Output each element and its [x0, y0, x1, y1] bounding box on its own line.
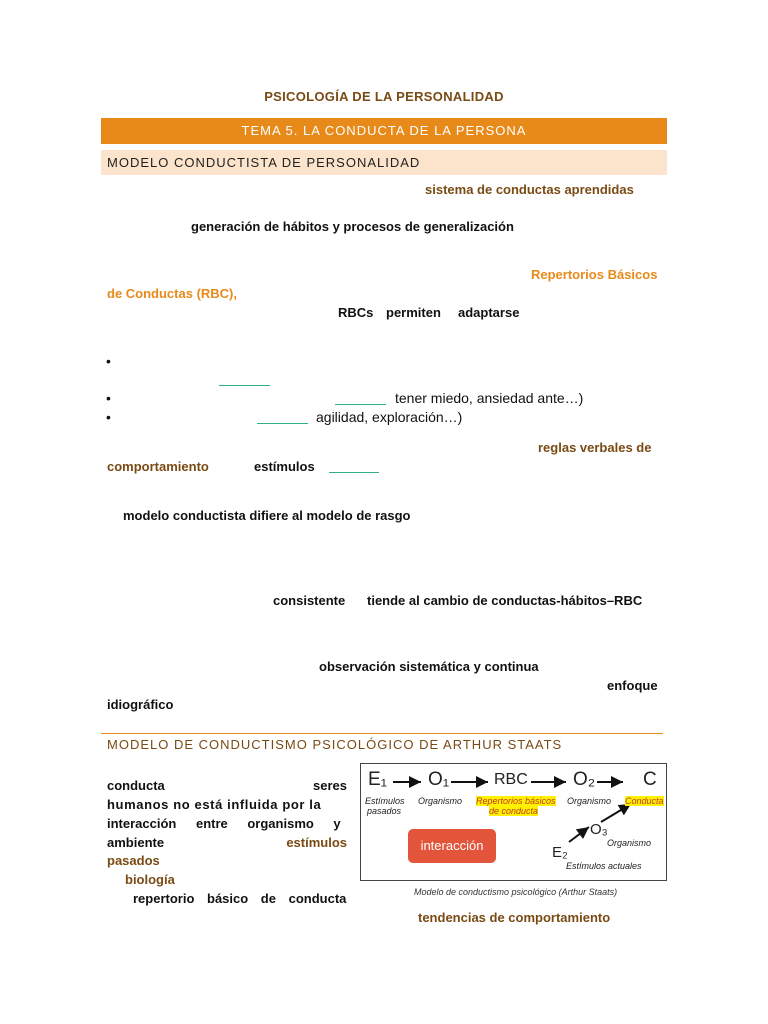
section-heading-staats: MODELO DE CONDUCTISMO PSICOLÓGICO DE ARTHUR STAATS — [107, 737, 563, 752]
caption-estimulos-actuales: Estímulos actuales — [566, 861, 642, 871]
bullet-marker: • — [106, 409, 111, 425]
term-pasados: pasados — [107, 853, 160, 868]
caption-estimulos: Estímulos — [365, 796, 405, 806]
symbol-rbc: RBC — [494, 771, 528, 788]
term-biologia: biología — [125, 872, 175, 887]
bullet-3-text: agilidad, exploración…) — [316, 409, 463, 425]
term-repertorios-basicos: Repertorios Básicos — [531, 267, 658, 282]
term-enfoque: enfoque — [607, 678, 658, 693]
term-estimulos: estímulos — [254, 459, 315, 474]
document-title: PSICOLOGÍA DE LA PERSONALIDAD — [264, 89, 504, 104]
term-observacion: observación sistemática y continua — [319, 659, 539, 674]
symbol-o1: O₁ — [428, 769, 450, 790]
caption-organismo: Organismo — [418, 796, 463, 806]
symbol-e2: E₂ — [552, 844, 568, 861]
term-seres: seres — [313, 778, 347, 793]
term-comportamiento: comportamiento — [107, 459, 209, 474]
term-reglas-verbales: reglas verbales de — [538, 440, 652, 455]
term-permiten: permiten — [386, 305, 441, 320]
paragraph-line-2: humanos no está influida por la — [107, 797, 322, 812]
paragraph-line-3: interacción entre organismo y — [107, 816, 341, 831]
caption-repertorios: Repertorios básicos — [476, 796, 556, 806]
paragraph-line-4 — [107, 835, 347, 850]
blank-line — [257, 423, 308, 424]
term-repertorio-basico: repertorio básico de conducta — [133, 891, 347, 906]
term-rbc-definition: de Conductas (RBC), — [107, 286, 237, 301]
caption-de-conducta: de conducta — [489, 806, 539, 816]
term-adaptarse: adaptarse — [458, 305, 520, 320]
term-conducta: conducta — [107, 778, 165, 793]
term-estimulos-pasados: estímulos — [286, 835, 347, 850]
bullet-marker: • — [106, 353, 111, 369]
bullet-2-text: tener miedo, ansiedad ante…) — [395, 390, 584, 406]
interaccion-box: interacción — [408, 829, 496, 863]
symbol-o3: O₃ — [590, 821, 608, 838]
caption-conducta: Conducta — [625, 796, 664, 806]
term-tiende-cambio: tiende al cambio de conductas-hábitos–RBC — [367, 593, 643, 608]
section-heading-modelo-conductista: MODELO CONDUCTISTA DE PERSONALIDAD — [107, 155, 421, 170]
term-rbcs: RBCs — [338, 305, 374, 320]
section-divider — [101, 733, 663, 734]
diagram-caption: Modelo de conductismo psicológico (Arthur Staats) — [414, 887, 618, 897]
arrow-icon — [601, 804, 631, 822]
caption-organismo: Organismo — [567, 796, 612, 806]
bullet-marker: • — [106, 390, 111, 406]
paragraph-line-1 — [107, 778, 347, 793]
blank-line — [335, 404, 386, 405]
term-sistema-conductas: sistema de conductas aprendidas — [425, 182, 634, 197]
symbol-e1: E₁ — [368, 769, 388, 790]
term-idiografico: idiográfico — [107, 697, 174, 712]
blank-line — [219, 385, 270, 386]
term-modelo-difiere: modelo conductista difiere al modelo de rasgo — [123, 508, 411, 523]
blank-line — [329, 472, 379, 473]
caption-organismo: Organismo — [607, 838, 652, 848]
topic-banner-title: TEMA 5. LA CONDUCTA DE LA PERSONA — [241, 123, 527, 138]
arrow-icon — [569, 827, 589, 842]
term-generacion-habitos: generación de hábitos y procesos de generalización — [191, 219, 514, 234]
staats-model-diagram — [360, 763, 667, 881]
symbol-o2: O₂ — [573, 769, 596, 790]
symbol-c: C — [643, 769, 657, 790]
caption-pasados: pasados — [367, 806, 402, 816]
term-consistente: consistente — [273, 593, 346, 608]
term-tendencias: tendencias de comportamiento — [418, 910, 611, 925]
term-ambiente: ambiente — [107, 835, 165, 850]
